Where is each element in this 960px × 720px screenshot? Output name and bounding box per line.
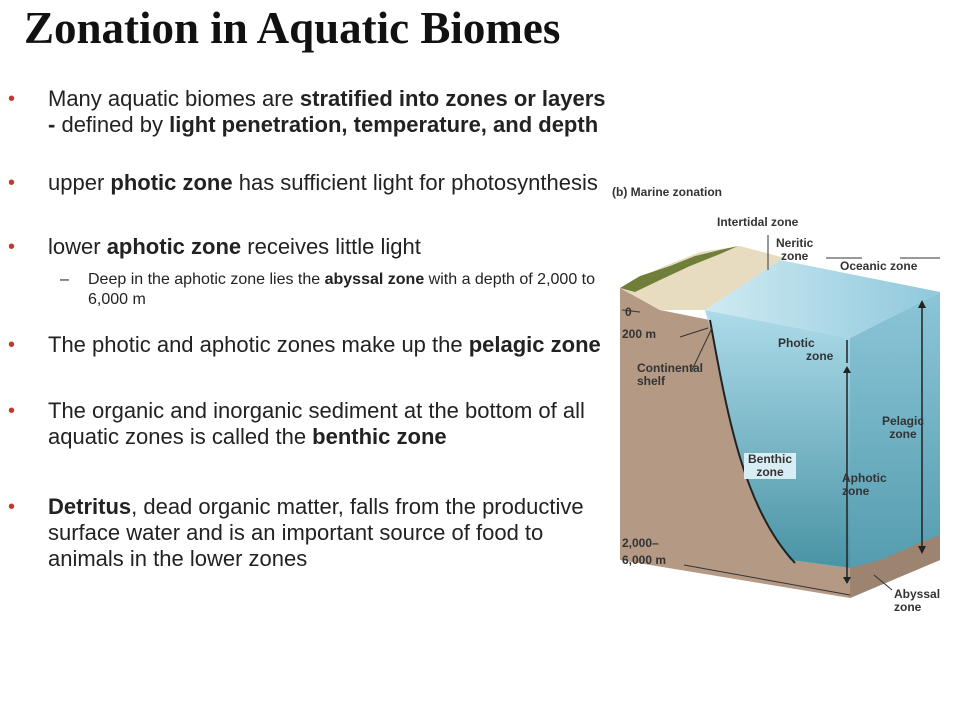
sub-bullet-text [88,271,595,308]
bullet-list [8,86,618,572]
bullet-item [8,398,618,494]
bold-text-run: photic zone [110,170,233,195]
bullet-marker: • [8,172,16,194]
bullet-text [48,170,598,195]
photic-line-1: Photic [778,336,815,350]
depth-label-0: 0 [625,305,632,319]
page-title: Zonation in Aquatic Biomes [24,3,561,53]
bold-text-run: Detritus [48,494,132,519]
neritic-zone-label [776,237,813,263]
text-run: Deep in the aphotic zone lies the [88,271,325,288]
bold-text-run: benthic zone [312,424,447,449]
bullet-text [48,234,421,259]
sub-bullet-item [8,270,618,332]
bullet-marker: • [8,88,16,110]
sub-bullet-marker: – [60,271,69,288]
text-run: defined by [61,112,170,137]
bold-text-run: light penetration, temperature, and depth [169,112,599,137]
bullet-marker: • [8,236,16,258]
bold-text-run: pelagic zone [468,332,601,357]
photic-zone-label [778,337,833,363]
bullet-item [8,170,618,234]
diagram-caption: (b) Marine zonation [612,185,722,199]
photic-line-2: zone [806,349,834,363]
aphotic-zone-label [842,472,887,498]
bullet-marker: • [8,496,16,518]
text-run: The organic and inorganic sediment at the bottom of all aquatic zones is called the [48,398,585,449]
benthic-zone-label [744,453,796,479]
depth-label-200: 200 m [622,327,657,341]
marine-zonation-diagram [600,180,960,620]
pelagic-line-2: zone [889,427,917,441]
depth-label-6000: 6,000 m [622,553,667,567]
text-run: upper [48,170,111,195]
bold-text-run: aphotic zone [106,234,242,259]
continental-shelf-label [637,362,703,388]
bold-text-run: abyssal zone [324,271,425,288]
bullet-text [48,494,584,571]
continental-line-2: shelf [637,374,666,388]
neritic-line-2: zone [781,249,809,263]
abyssal-line-2: zone [894,600,922,614]
pelagic-line-1: Pelagic [882,414,925,428]
bullet-item [8,234,618,270]
text-run: with a depth of 2,000 to 6,000 m [88,271,596,308]
text-run: lower [48,234,107,259]
bullet-marker: • [8,334,16,356]
text-run: , dead organic matter, falls from the productive surface water and is an important source of food to animals in the lower zones [48,494,584,571]
aphotic-line-2: zone [842,484,870,498]
bullet-item [8,494,618,572]
pelagic-zone-label [882,415,924,441]
text-run: The photic and aphotic zones make up the [48,332,469,357]
bullet-text [48,332,601,357]
benthic-line-1: Benthic [748,452,793,466]
bullet-marker: • [8,400,16,422]
abyssal-zone-label [894,588,940,614]
aphotic-line-1: Aphotic [842,471,887,485]
intertidal-zone-label: Intertidal zone [717,215,799,229]
text-run: Many aquatic biomes are [48,86,300,111]
text-run: has sufficient light for photosynthesis [232,170,598,195]
bullet-text [48,86,606,137]
continental-line-1: Continental [637,361,703,375]
abyssal-line-1: Abyssal [894,587,941,601]
neritic-line-1: Neritic [776,236,814,250]
bold-text-run: stratified into zones or layers - [48,86,606,137]
bullet-item [8,332,618,398]
text-run: receives little light [241,234,421,259]
oceanic-zone-label: Oceanic zone [840,259,918,273]
bullet-item [8,86,618,170]
benthic-line-2: zone [756,465,784,479]
bullet-text [48,398,585,449]
depth-label-2000: 2,000– [622,536,659,550]
